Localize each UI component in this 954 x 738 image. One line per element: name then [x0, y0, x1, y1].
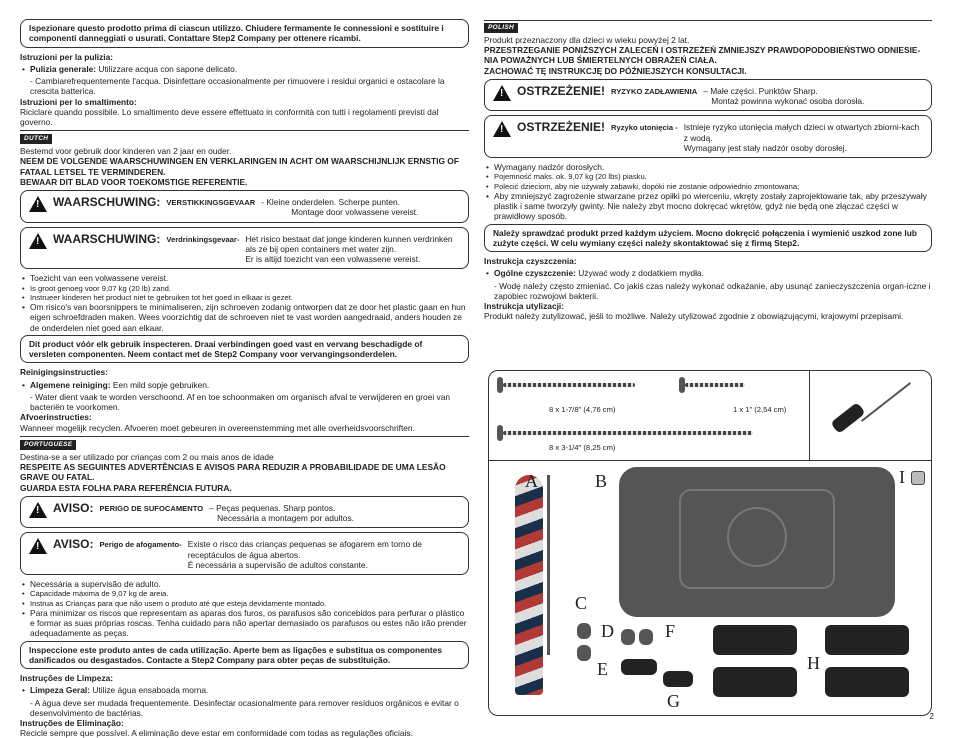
dutch-intro-bold2: BEWAAR DIT BLAD VOOR TOEKOMSTIGE REFERENTIE. [20, 176, 248, 187]
polish-warning-drowning [484, 115, 932, 158]
polish-dispose-text: Produkt należy zutylizować, jeśli to możliwe. Należy utylizować zgodnie z obowiązującymi, krajowymi przepisami. [484, 311, 904, 322]
dutch-dispose-text: Wanneer mogelijk recyclen. Afvoeren moet gebeuren in overeenstemming met alle overheidsvoorschriften. [20, 422, 415, 433]
list-item: • Aby zmniejszyć zagrożenie stwarzane przez opiłki po wierceniu, wkręty zostały zaprojektowane tak, aby przeszywały plastik i same tworzyły gwinty. Nie należy zbyt mocno dokręcać wkrętów, gdyż nie będą one złączać części w prawidłowy sposób. [484, 191, 932, 222]
warning-title: OSTRZEŻENIE! [517, 120, 606, 135]
screw3-label: 8 x 3-1/4" (8,25 cm) [549, 443, 616, 452]
italian-clean-list [20, 64, 469, 74]
dutch-inspect-box: Dit product vóór elk gebruik inspecteren. Draai verbindingen goed vast en vervang beschadigde of versleten componenten. Neem contact met de Step2 Company voor vervangingsonderdelen. [20, 335, 469, 364]
warning-title: AVISO: [53, 500, 94, 515]
list-item: • Instrueer kinderen het product niet te gebruiken tot het goed in elkaar is gezet. [20, 293, 469, 302]
nut-part-i [911, 471, 925, 485]
portuguese-warning-choking [20, 496, 469, 529]
portuguese-inspect-box: Inspeccione este produto antes de cada utilização. Aperte bem as ligações e substitua os componentes danificados ou desgastados. Contacte a Step2 Company para obter peças de substituição. [20, 641, 469, 670]
dutch-warning-drowning [20, 227, 469, 270]
umbrella-pole-b [547, 475, 550, 655]
parts-diagram [488, 370, 932, 716]
list-item: • Polecić dzieciom, aby nie używały zabawki, dopóki nie zostanie odpowiednio zmontowana; [484, 182, 932, 191]
warning-subtitle: Ryzyko utonięcia - [611, 123, 678, 133]
sandbox-lid [619, 467, 895, 617]
list-item: • Wymagany nadzór dorosłych. [484, 162, 932, 172]
warning-icon [29, 196, 47, 212]
cap-d [577, 623, 591, 639]
part-label-i: I [899, 467, 905, 487]
italian-clean-water: - Cambiarefrequentemente l'acqua. Disinfettare occasionalmente per rimuovere i residui organici e ostacolare la crescita batterica. [30, 76, 445, 97]
portuguese-dispose-text: Recicle sempre que possível. A eliminação deve estar em conformidade com todas as regulações oficiais. [20, 728, 413, 738]
polish-bullets [484, 162, 932, 222]
screw2-label: 1 x 1" (2,54 cm) [733, 405, 787, 414]
cap-d [621, 629, 635, 645]
warning-title: AVISO: [53, 537, 94, 552]
dutch-warning-choking [20, 190, 469, 223]
polish-inspect-box: Należy sprawdzać produkt przed każdym użyciem. Mocno dokręcić połączenia i wymienić uszkod zone lub zużyte części. W celu wymiany części należy skontaktować się z firmą Step2. [484, 224, 932, 253]
right-column [484, 20, 932, 322]
list-item: • Toezicht van een volwassene vereist. [20, 273, 469, 283]
part-label-e: E [597, 659, 608, 679]
cap-d [639, 629, 653, 645]
portuguese-intro: Destina-se a ser utilizado por crianças com 2 ou mais anos de idade [20, 451, 274, 462]
dutch-clean-list [20, 380, 469, 390]
warning-icon [29, 233, 47, 249]
screw1-label: 8 x 1-7/8" (4,76 cm) [549, 405, 616, 414]
part-label-b: B [595, 471, 608, 491]
portuguese-intro-bold: RESPEITE AS SEGUINTES ADVERTÊNCIAS E AVISOS PARA REDUZIR A PROBABILIDADE DE UMA LESÃO GRAVE OU FATAL. [20, 462, 446, 483]
list-item: • Algemene reiniging: Een mild sopje gebruiken. [20, 380, 469, 390]
list-item: • Limpeza Geral: Utilize água ensaboada morna. [20, 685, 469, 695]
italian-dispose-text: Riciclare quando possibile. Lo smaltimento deve essere effettuato in conformità con tutti i regolamenti previsti dal governo. [20, 106, 439, 127]
portuguese-clean-water: - A água deve ser mudada frequentemente. Desinfectar ocasionalmente para remover resíduos orgânicos e evitar o desenvolvimento de bactérias. [30, 697, 459, 718]
warning-icon [493, 121, 511, 137]
screw-short [685, 383, 745, 387]
clip-g [663, 671, 693, 687]
italian-inspect-box: Ispezionare questo prodotto prima di ciascun utilizzo. Chiudere fermamente le connessioni e sostituire i componenti danneggiati o usurati. Contattare Step2 Company per ottenere ricambi. [20, 19, 469, 48]
dutch-intro-bold: NEEM DE VOLGENDE WAARSCHUWINGEN EN VERKLARINGEN IN ACHT OM WAARSCHIJNLIJK ERNSTIG OF FATAAL LETSEL TE VERMINDEREN. [20, 156, 459, 177]
list-item: • Necessária a supervisão de adulto. [20, 579, 469, 589]
warning-icon [29, 538, 47, 554]
polish-warning-choking [484, 79, 932, 112]
leg-h [713, 625, 797, 655]
polish-intro: Produkt przeznaczony dla dzieci w wieku powyżej 2 lat. [484, 34, 690, 45]
screw-long [503, 383, 635, 387]
leg-h [713, 667, 797, 697]
part-label-h: H [807, 653, 820, 673]
part-label-a: A [525, 471, 538, 491]
dutch-intro: Bestemd voor gebruik door kinderen van 2 jaar en ouder. [20, 146, 232, 157]
warning-text: Istnieje ryzyko utonięcia małych dzieci w otwartych zbiorni-kach z wodą. Wymagany jest stały nadzór osoby dorosłej. [683, 122, 920, 153]
portuguese-dispose-title: Instruções de Eliminação: [20, 718, 124, 729]
list-item: • Pulizia generale: Utilizzare acqua con sapone delicato. [20, 64, 469, 74]
warning-title: WAARSCHUWING: [53, 231, 161, 246]
polish-intro-bold: PRZESTRZEGANIE PONIŻSZYCH ZALECEŃ I OSTRZEŻEŃ ZMNIEJSZY PRAWDOPODOBIEŃSTWO ODNIESIE-NIA POWAŻNYCH LUB ŚMIERTELNYCH OBRAŻEŃ CIAŁA. [484, 45, 921, 66]
screwdriver-shaft [861, 382, 911, 422]
warning-title: WAARSCHUWING: [53, 195, 161, 210]
polish-clean-title: Instrukcja czyszczenia: [484, 256, 577, 267]
part-label-f: F [665, 621, 676, 641]
warning-subtitle: VERSTIKKINGSGEVAAR [166, 198, 256, 208]
list-item: • Is groot genoeg voor 9,07 kg (20 lb) zand. [20, 284, 469, 293]
list-item: • Ogólne czyszczenie: Używać wody z dodatkiem mydła. [484, 268, 932, 278]
warning-icon [493, 85, 511, 101]
screw-extra-long [503, 431, 753, 435]
warning-icon [29, 502, 47, 518]
warning-text: - Kleine onderdelen. Scherpe punten. Montage door volwassene vereist. [261, 197, 419, 218]
leg-h [825, 667, 909, 697]
dutch-tag: DUTCH [20, 134, 52, 144]
page-number: 2 [929, 712, 934, 722]
dutch-dispose-title: Afvoerinstructies: [20, 412, 92, 423]
italian-clean-title: Istruzioni per la pulizia: [20, 51, 114, 62]
list-item: • Pojemność maks. ok. 9,07 kg (20 lbs) piasku. [484, 172, 932, 181]
umbrella-part-a [515, 475, 543, 695]
portuguese-warning-drowning [20, 532, 469, 575]
warning-text: Het risico bestaat dat jonge kinderen kunnen verdrinken als ze bij open containers met water zijn. Er is altijd toezicht van een volwassene vereist. [245, 233, 453, 265]
part-label-g: G [667, 691, 680, 711]
warning-subtitle: Perigo de afogamento- [99, 540, 182, 550]
dutch-clean-water: - Water dient vaak te worden verschoond. Af en toe schoonmaken om organisch afval te verwijderen en groei van bacteriën te voorkomen. [30, 391, 451, 413]
polish-dispose-title: Instrukcja utylizacji: [484, 301, 565, 312]
list-item: • Instrua as Crianças para que não usem o produto até que esteja devidamente montado. [20, 599, 469, 608]
polish-clean-list [484, 268, 932, 278]
portuguese-tag: PORTUGUESE [20, 440, 76, 450]
part-label-d: D [601, 621, 614, 641]
screwdriver-handle [830, 402, 865, 434]
polish-intro-bold2: ZACHOWAĆ TĘ INSTRUKCJĘ DO PÓŹNIEJSZYCH KONSULTACJI. [484, 65, 747, 76]
portuguese-bullets [20, 579, 469, 639]
warning-subtitle: Verdrinkingsgevaar- [166, 234, 240, 244]
portuguese-intro-bold2: GUARDA ESTA FOLHA PARA REFERÊNCIA FUTURA. [20, 482, 232, 493]
left-column [20, 18, 469, 738]
cap-d [577, 645, 591, 661]
polish-clean-water: - Wodę należy często zmieniać. Co jakiś czas należy wykonać odkażanie, aby usunąć zanieczyszczenia organ-iczne i zapobiec rozwojowi bakterii. [494, 280, 931, 301]
hardware-panel [489, 371, 932, 461]
warning-title: OSTRZEŻENIE! [517, 83, 606, 98]
polish-tag: POLISH [484, 23, 518, 33]
list-item: • Para minimizar os riscos que representam as aparas dos furos, os parafusos são concebidos para perfurar o plástico e formar as suas próprias roscas. Tenha cuidado para não apertar demasiado os parafusos ou estes não irão prender adequadamente as peças. [20, 608, 469, 639]
warning-subtitle: PERIGO DE SUFOCAMENTO [99, 503, 204, 513]
warning-text: Existe o risco das crianças pequenas se afogarem em torno de receptáculos de água abertos. É necessária a supervisão de adultos constante. [187, 539, 422, 570]
warning-subtitle: RYZYKO ZADŁAWIENIA [611, 86, 698, 96]
italian-dispose-title: Istruzioni per lo smaltimento: [20, 96, 137, 107]
warning-text: – Małe części. Punktów Sharp. Montaż powinna wykonać osoba dorosła. [703, 85, 865, 107]
part-label-c: C [575, 593, 588, 613]
clip-e [621, 659, 657, 675]
list-item: • Om risico's van boorsnippers te minimaliseren, zijn schroeven zodanig ontworpen dat ze door het plastic gaan en hun eigen schroefdraden maken. Wees voorzichtig dat de schroeven niet te vast worden aangedraaid, anders houden ze de onderdelen niet goed aan elkaar. [20, 302, 469, 333]
list-item: • Capacidade máxima de 9,07 kg de areia. [20, 589, 469, 598]
dutch-bullets [20, 273, 469, 333]
warning-text: – Peças pequenas. Sharp pontos. Necessária a montagem por adultos. [209, 502, 354, 524]
leg-h [825, 625, 909, 655]
portuguese-clean-list [20, 685, 469, 695]
portuguese-clean-title: Instruções de Limpeza: [20, 673, 114, 684]
dutch-clean-title: Reinigingsinstructies: [20, 367, 108, 378]
